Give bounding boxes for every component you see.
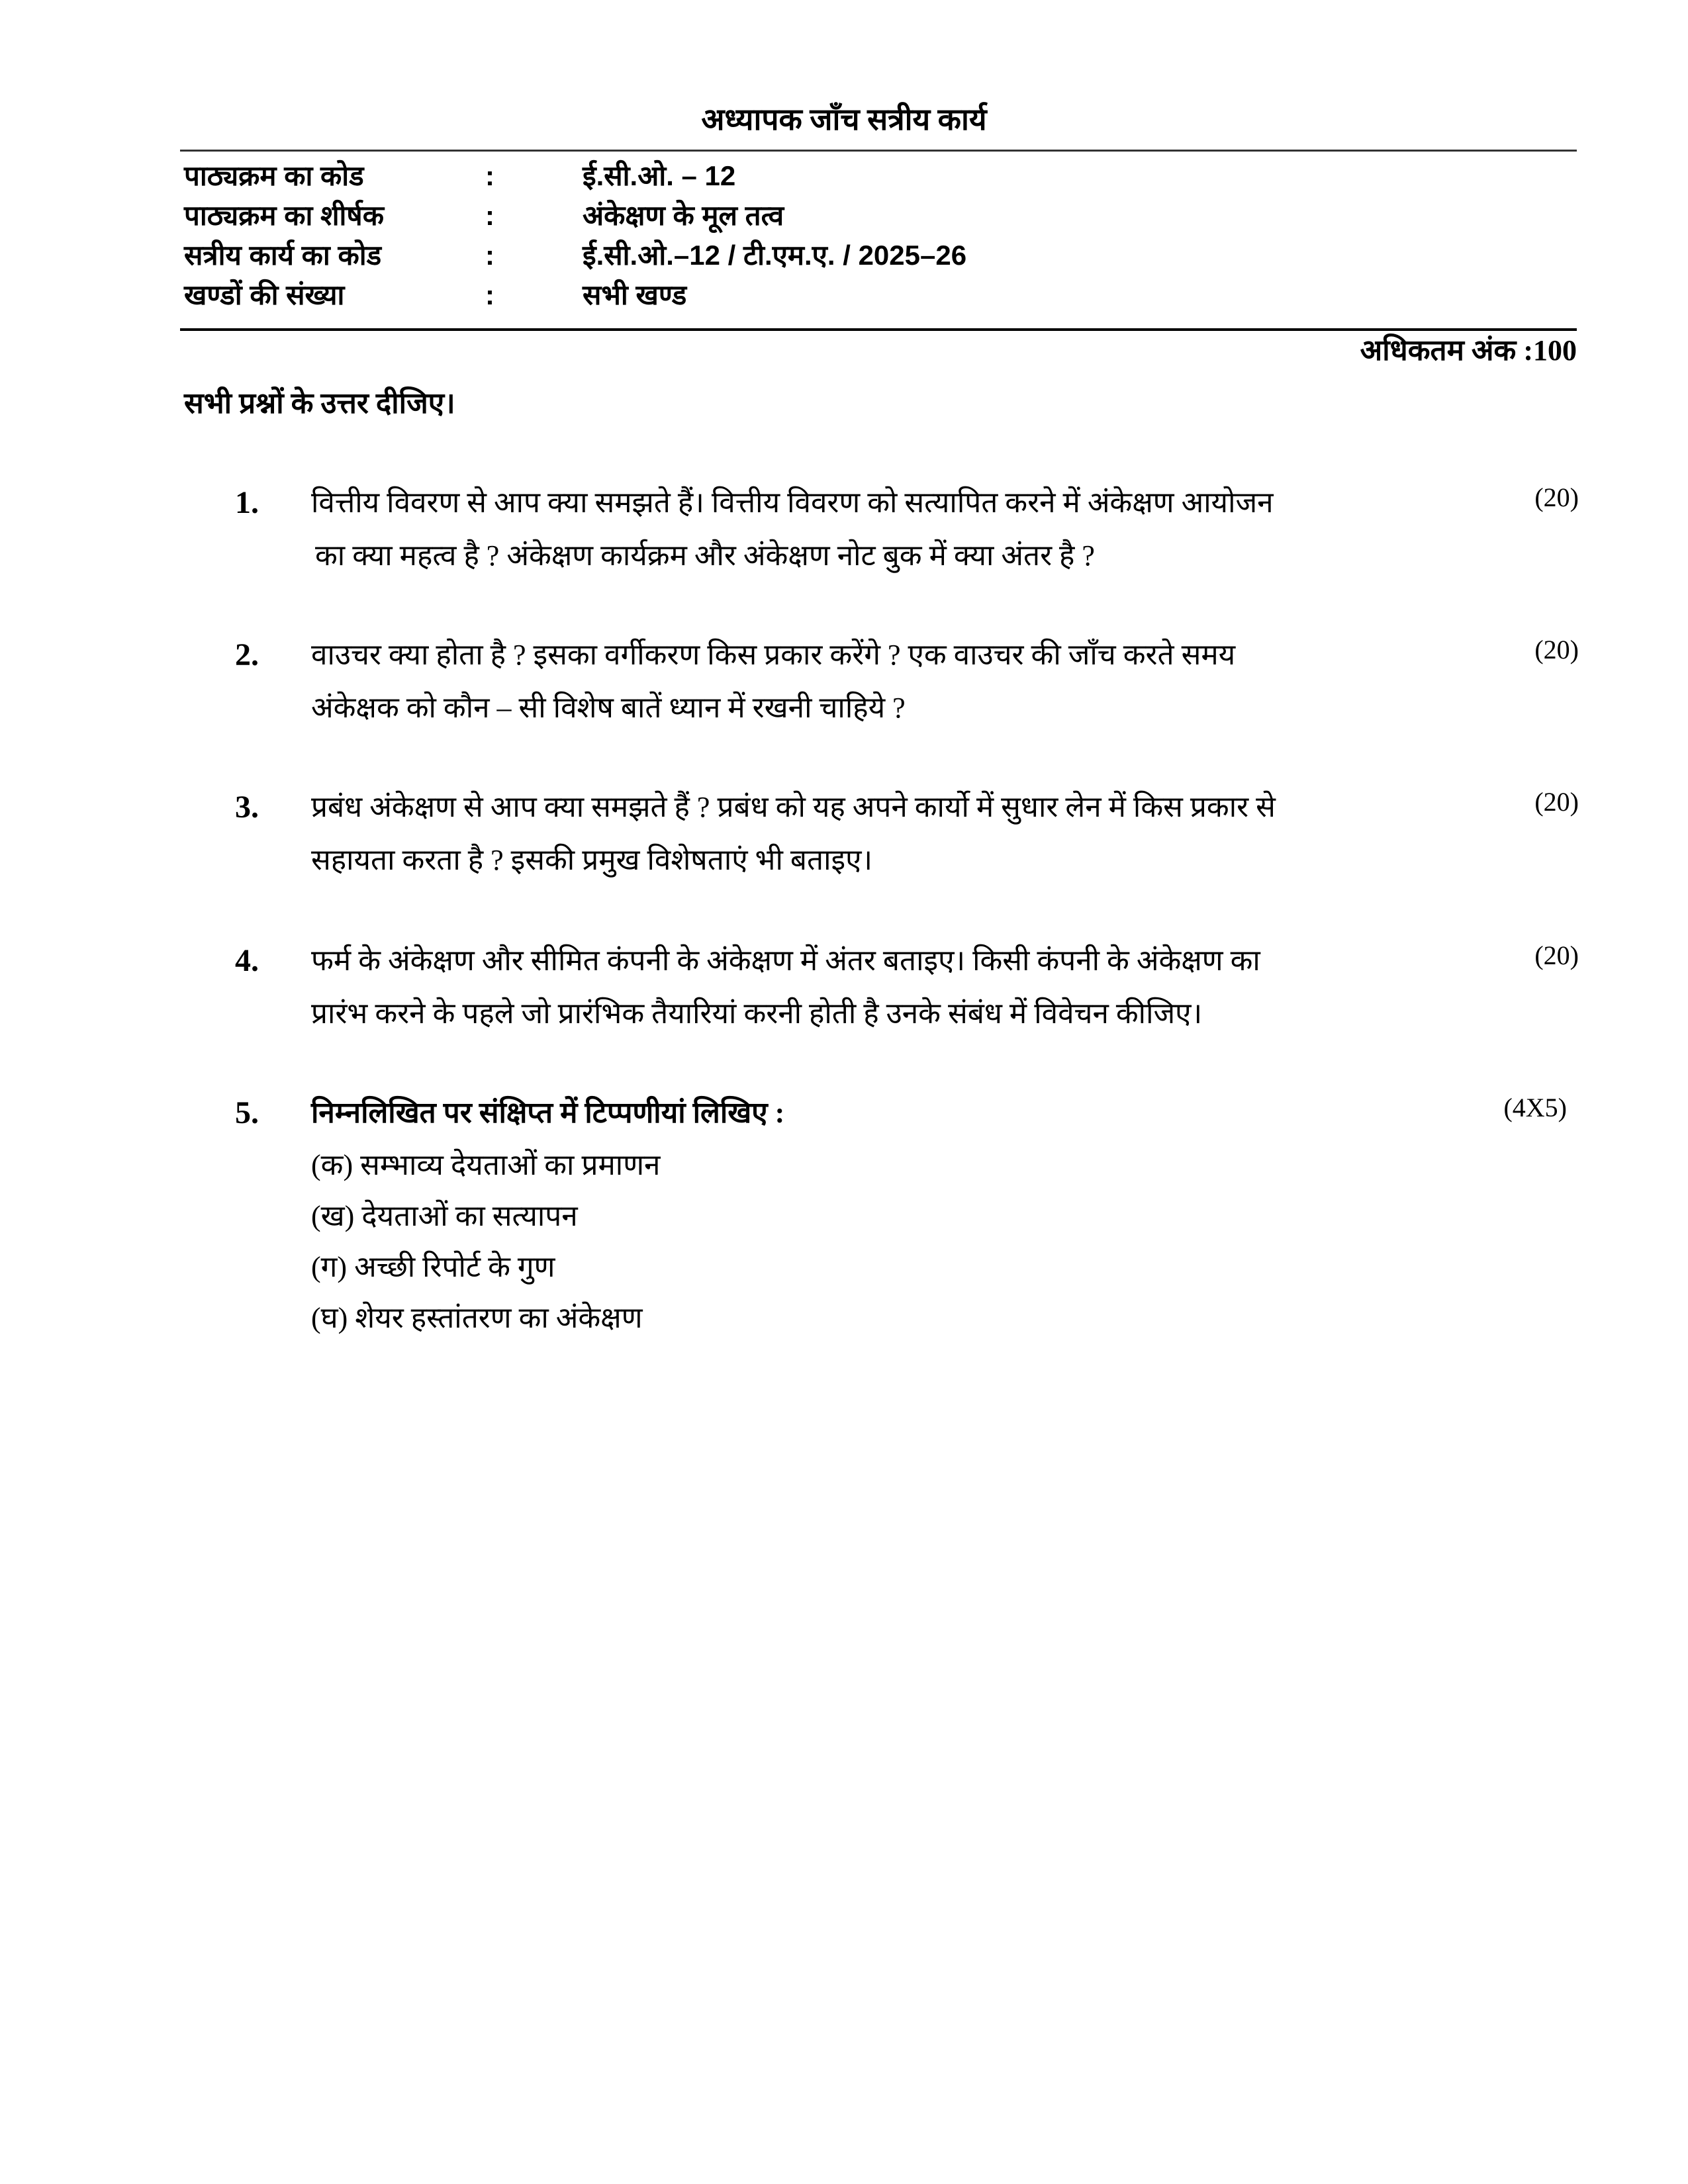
meta-label: पाठ्यक्रम का शीर्षक (184, 200, 384, 231)
question-number: 2. (235, 637, 259, 672)
instruction: सभी प्रश्नों के उत्तर दीजिए। (184, 387, 455, 420)
question-line: प्रबंध अंकेक्षण से आप क्या समझते हैं ? प्रबंध को यह अपने कार्यो में सुधार लेन में किस प्रकार से (311, 791, 1276, 823)
question-line: वाउचर क्या होता है ? इसका वर्गीकरण किस प्रकार करेंगे ? एक वाउचर की जाँच करते समय (311, 639, 1236, 671)
meta-row-course-title (184, 196, 1574, 236)
question-line: फर्म के अंकेक्षण और सीमित कंपनी के अंकेक्षण में अंतर बताइए। किसी कंपनी के अंकेक्षण का (311, 944, 1260, 977)
question-number: 1. (235, 485, 259, 520)
question-text (311, 629, 1397, 735)
sub-item: (ख) देयताओं का सत्यापन (311, 1200, 578, 1232)
sub-item: (ग) अच्छी रिपोर्ट के गुण (311, 1251, 555, 1283)
meta-label: सत्रीय कार्य का कोड (184, 240, 382, 271)
sub-item: (क) सम्भाव्य देयताओं का प्रमाणन (311, 1149, 661, 1181)
question-marks: (20) (1534, 787, 1579, 817)
meta-colon: : (485, 240, 494, 271)
course-meta-table (184, 156, 1574, 315)
question-line: प्रारंभ करने के पहले जो प्रारंभिक तैयारियां करनी होती है उनके संबंध में विवेचन कीजिए। (311, 997, 1203, 1030)
question-text (311, 781, 1397, 887)
document-title: अध्यापक जाँच सत्रीय कार्य (701, 103, 987, 136)
question-marks: (20) (1534, 635, 1579, 664)
sub-item-list (311, 1140, 660, 1343)
question-line: वित्तीय विवरण से आप क्या समझते हैं। वित्तीय विवरण को सत्यापित करने में अंकेक्षण आयोजन (311, 486, 1274, 519)
question-marks: (20) (1534, 940, 1579, 970)
question-marks: (4X5) (1503, 1093, 1567, 1122)
question-line: का क्या महत्व है ? अंकेक्षण कार्यक्रम और अंकेक्षण नोट बुक में क्या अंतर है ? (315, 539, 1095, 572)
meta-value: ई.सी.ओ.–12 / टी.एम.ए. / 2025–26 (583, 240, 967, 271)
meta-colon: : (485, 200, 494, 231)
question-number: 4. (235, 943, 259, 978)
question-line: सहायता करता है ? इसकी प्रमुख विशेषताएं भी बताइए। (311, 844, 873, 876)
question-text (311, 1087, 1397, 1140)
question-marks: (20) (1534, 482, 1579, 512)
meta-colon: : (485, 160, 494, 191)
question-number: 5. (235, 1095, 259, 1130)
meta-value: ई.सी.ओ. – 12 (583, 160, 736, 191)
meta-row-blocks (184, 275, 1574, 315)
meta-row-assignment-code (184, 236, 1574, 275)
meta-label: पाठ्यक्रम का कोड (184, 160, 364, 191)
question-text (311, 477, 1397, 582)
question-number: 3. (235, 790, 259, 825)
meta-value: सभी खण्ड (583, 279, 687, 310)
question-line: निम्नलिखित पर संक्षिप्त में टिप्पणीयां लिखिए : (311, 1097, 785, 1129)
sub-item: (घ) शेयर हस्तांतरण का अंकेक्षण (311, 1302, 643, 1334)
header-top-rule (180, 150, 1577, 152)
meta-value: अंकेक्षण के मूल तत्व (583, 200, 784, 231)
meta-label: खण्डों की संख्या (184, 279, 345, 310)
max-marks: अधिकतम अंक :100 (1360, 334, 1577, 367)
meta-colon: : (485, 279, 494, 310)
question-line: अंकेक्षक को कौन – सी विशेष बातें ध्यान में रखनी चाहिये ? (311, 692, 906, 724)
question-text (311, 934, 1397, 1040)
meta-row-course-code (184, 156, 1574, 196)
